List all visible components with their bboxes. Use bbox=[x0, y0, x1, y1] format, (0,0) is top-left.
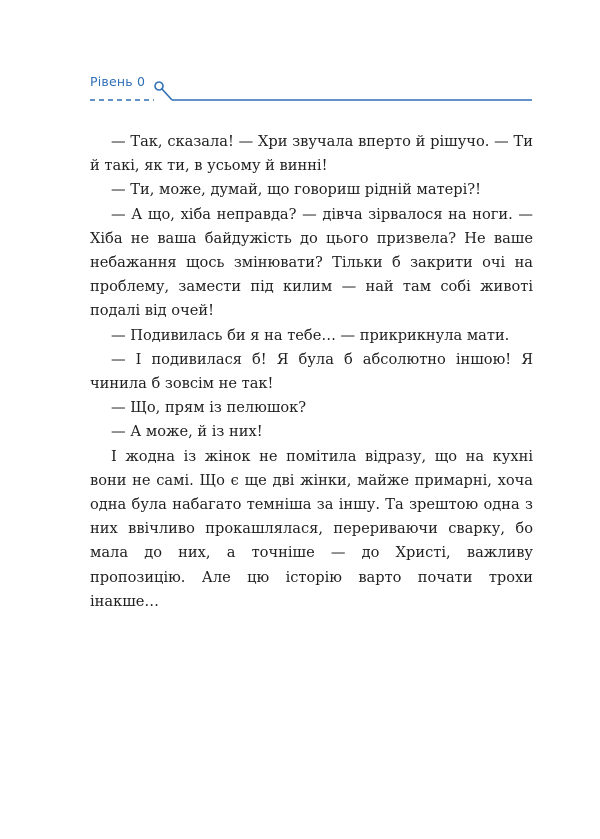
paragraph: — А може, й із них! bbox=[111, 423, 263, 441]
body-text bbox=[90, 130, 533, 614]
header-circle-ornament bbox=[155, 82, 163, 90]
paragraph: — І подивилася б! Я була б абсолютно іншою! Я чинила б зовсім не так! bbox=[90, 350, 533, 393]
paragraph: І жодна із жінок не помітила відразу, що на кухні вони не самі. Що є ще дві жінки, майже примарні, хоча одна була набагато темніша за іншу. Та зрештою одна з них ввічливо прокашлялася, перериваючи сварку, бо мала до них, а точніше — до Христі, важливу пропозицію. Але цю історію варто почати трохи інакше… bbox=[90, 447, 533, 610]
header-diagonal-line bbox=[162, 89, 172, 100]
header-decoration bbox=[88, 76, 534, 106]
paragraph: — А що, хіба неправда? — дівча зірвалося на ноги. — Хіба не ваша байдужість до цього призвела? Не ваше небажання щось змінювати? Тільки б закрити очі на проблему, замести під килим — най там собі животі подалі від очей! bbox=[90, 205, 533, 320]
paragraph: — Так, сказала! — Хри звучала вперто й рішучо. — Ти й такі, як ти, в усьому й винні! bbox=[90, 133, 533, 175]
paragraph: — Подивилась би я на тебе… — прикрикнула мати. bbox=[111, 326, 510, 344]
paragraph: — Що, прям із пелюшок? bbox=[111, 399, 307, 417]
paragraph: — Ти, може, думай, що говориш рідній матері?! bbox=[111, 181, 481, 199]
running-header-level: Рівень 0 bbox=[90, 74, 146, 89]
